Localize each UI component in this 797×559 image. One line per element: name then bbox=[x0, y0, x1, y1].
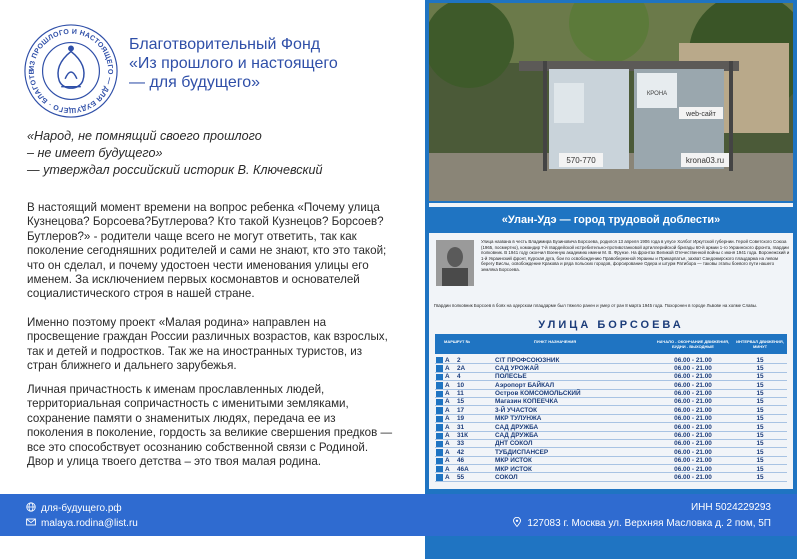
table-row bbox=[435, 440, 787, 448]
route-hours: 06.00 - 21.00 bbox=[674, 390, 712, 398]
route-hours: 06.00 - 21.00 bbox=[674, 465, 712, 473]
route-type: А bbox=[445, 381, 450, 389]
footer bbox=[0, 494, 797, 536]
quote-line-1: «Народ, не помнящий своего прошлого bbox=[27, 129, 262, 143]
route-interval: 15 bbox=[756, 364, 764, 372]
photo-sign-brand: КРОНА bbox=[646, 91, 668, 97]
route-table-header bbox=[435, 334, 787, 354]
bus-icon bbox=[436, 466, 443, 472]
route-interval: 15 bbox=[756, 373, 764, 381]
route-destination: МКР ТУЛУНЖА bbox=[495, 415, 542, 423]
header-destination: ПУНКТ НАЗНАЧЕНИЯ bbox=[533, 339, 577, 344]
bus-icon bbox=[436, 458, 443, 464]
route-type: А bbox=[445, 398, 450, 406]
route-hours: 06.00 - 21.00 bbox=[674, 473, 712, 481]
table-row bbox=[435, 390, 787, 398]
route-type: А bbox=[445, 423, 450, 431]
route-hours: 06.00 - 21.00 bbox=[674, 406, 712, 414]
epigraph-quote bbox=[27, 128, 387, 179]
route-interval: 15 bbox=[756, 390, 764, 398]
hero-biography: Улица названа в честь Владимира Бузиновича Борсоева, родился 13 апреля 1906 года в улусе Холбот Иркутской губернии. Герой Советского Союза (1965, посмертно), командир 7-й гвардейской истребительно-противотанковой артиллерийской бригады 60-й армии 1-го Украинского фронта, гвардии полковник. В 1941 году окончил Военную академию имени М. В. Фрунзе. На фронтах Великой Отечественной войны с июня 1941 года. Воронежский и 1-й Украинский фронт, Курская дуга, бои по освобождению Правобережной Украины и Прикарпатья, захват Сандомирского плацдарма на левом берегу Вислы, освобождение Кракова и ряда польских городов, форсирование Одера и штурм Ратибора — таковы этапы боевого пути нашего земляка Борсоева. bbox=[481, 239, 790, 272]
route-number: 42 bbox=[457, 448, 465, 456]
route-number: 10 bbox=[457, 381, 465, 389]
header-route: МАРШРУТ № bbox=[443, 339, 471, 344]
bus-icon bbox=[436, 424, 443, 430]
route-hours: 06.00 - 21.00 bbox=[674, 373, 712, 381]
route-table-body bbox=[435, 356, 787, 482]
route-hours: 06.00 - 21.00 bbox=[674, 457, 712, 465]
route-type: А bbox=[445, 473, 450, 481]
bus-icon bbox=[436, 407, 443, 413]
quote-line-3: — утверждал российский историк В. Ключевский bbox=[27, 163, 323, 177]
street-name: УЛИЦА БОРСОЕВА bbox=[538, 319, 684, 331]
photo-sign-web: web-сайт bbox=[686, 111, 716, 118]
route-destination: С\Т ПРОФСОЮЗНИК bbox=[495, 356, 560, 364]
table-row bbox=[435, 373, 787, 381]
route-type: А bbox=[445, 364, 450, 372]
route-type: А bbox=[445, 457, 450, 465]
hero-biography-tail: Гвардии полковник Борсоев в боях на одерском плацдарме был тяжело ранен и умер от ран 8 марта 1945 года. Похоронен в городе Львове на холме Славы. bbox=[434, 303, 758, 308]
route-hours: 06.00 - 21.00 bbox=[674, 440, 712, 448]
route-hours: 06.00 - 21.00 bbox=[674, 356, 712, 364]
route-interval: 15 bbox=[756, 356, 764, 364]
table-row bbox=[435, 415, 787, 423]
route-hours: 06.00 - 21.00 bbox=[674, 423, 712, 431]
route-destination: ТУБДИСПАНСЕР bbox=[495, 448, 549, 456]
route-destination: ПОЛЕСЬЕ bbox=[495, 373, 527, 381]
table-row bbox=[435, 473, 787, 481]
globe-icon bbox=[26, 502, 36, 512]
table-row bbox=[435, 465, 787, 473]
bus-stop-poster bbox=[425, 0, 797, 559]
bus-icon bbox=[436, 474, 443, 480]
fund-title-line-2: «Из прошлого и настоящего bbox=[129, 55, 338, 72]
table-row bbox=[435, 448, 787, 456]
route-type: А bbox=[445, 448, 450, 456]
hero-portrait bbox=[436, 240, 474, 286]
logo-ring-text: ИЗ ПРОШЛОГО И НАСТОЯЩЕГО — ДЛЯ БУДУЩЕГО · БЛАГОТВ bbox=[28, 28, 114, 114]
bus-icon bbox=[436, 357, 443, 363]
route-number: 19 bbox=[457, 415, 465, 423]
table-row bbox=[435, 356, 787, 364]
table-row bbox=[435, 364, 787, 372]
route-type: А bbox=[445, 390, 450, 398]
route-interval: 15 bbox=[756, 381, 764, 389]
route-destination: СОКОЛ bbox=[495, 473, 518, 481]
footer-site-link[interactable]: для-будущего.рф bbox=[41, 503, 122, 514]
route-interval: 15 bbox=[756, 457, 764, 465]
fund-title bbox=[129, 35, 399, 92]
header-interval: ИНТЕРВАЛ ДВИЖЕНИЯ, МИНУТ bbox=[736, 339, 784, 349]
route-type: А bbox=[445, 373, 450, 381]
route-hours: 06.00 - 21.00 bbox=[674, 381, 712, 389]
bus-icon bbox=[436, 374, 443, 380]
bus-stop-photo bbox=[429, 3, 793, 201]
route-type: А bbox=[445, 356, 450, 364]
route-destination: Магазин КОПЕЕЧКА bbox=[495, 398, 558, 406]
route-number: 46А bbox=[457, 465, 469, 473]
fund-title-line-1: Благотворительный Фонд bbox=[129, 36, 321, 53]
route-hours: 06.00 - 21.00 bbox=[674, 448, 712, 456]
street-info-card bbox=[429, 203, 793, 489]
table-row bbox=[435, 457, 787, 465]
route-destination: МКР ИСТОК bbox=[495, 457, 532, 465]
fund-logo bbox=[22, 22, 120, 120]
poster-banner: «Улан-Удэ — город трудовой доблести» bbox=[429, 207, 793, 233]
fund-logo-emblem bbox=[22, 22, 120, 120]
paragraph-homeland: Личная причастность к именам прославленных людей, территориальная сопричастность с именитыми земляками, сохранение памяти о знаменитых людях, передача ее из поколения в поколение, гордость за великие свершения предков — все это способствует осознанию собственной связи с Родиной. Двор и улица твоего детства – это твоя малая родина. bbox=[27, 383, 393, 469]
route-interval: 15 bbox=[756, 398, 764, 406]
route-destination: Аэропорт БАЙКАЛ bbox=[495, 381, 555, 389]
envelope-icon bbox=[26, 517, 36, 527]
route-number: 2А bbox=[457, 364, 466, 372]
footer-inn: ИНН 5024229293 bbox=[690, 502, 771, 513]
bus-icon bbox=[436, 416, 443, 422]
footer-address-text: 127083 г. Москва ул. Верхняя Масловка д. 2 пом, 5П bbox=[527, 518, 771, 529]
route-interval: 15 bbox=[756, 473, 764, 481]
route-destination: САД УРОЖАЙ bbox=[495, 364, 539, 372]
route-interval: 15 bbox=[756, 432, 764, 440]
route-number: 4 bbox=[457, 373, 461, 381]
location-pin-icon bbox=[512, 517, 522, 527]
route-interval: 15 bbox=[756, 423, 764, 431]
bus-icon bbox=[436, 449, 443, 455]
fund-title-line-3: — для будущего» bbox=[129, 74, 261, 91]
paragraph-intro: В настоящий момент времени на вопрос ребенка «Почему улица Кузнецова? Борсоева?Бутлерова? Кто такой Кузнецов? Борсоев? Бутлеров?» - родители чаще всего не могут ответить, так как поколение сегодняшних родителей и сами не знают, кто это такой; что он сделал, и почему удостоен чести именования улицы его именем. За исключением первых космонавтов и основателей социалистического строя в нашей стране. bbox=[27, 201, 387, 301]
table-row bbox=[435, 423, 787, 431]
bus-icon bbox=[436, 382, 443, 388]
route-type: А bbox=[445, 440, 450, 448]
route-number: 55 bbox=[457, 473, 465, 481]
paragraph-project: Именно поэтому проект «Малая родина» направлен на просвещение граждан России различных возрастов, как взрослых, так и детей и подростков. Так же на иностранных туристов, из стран ближнего и дальнего зарубежья. bbox=[27, 316, 388, 373]
route-hours: 06.00 - 21.00 bbox=[674, 398, 712, 406]
route-hours: 06.00 - 21.00 bbox=[674, 432, 712, 440]
route-number: 17 bbox=[457, 406, 465, 414]
bus-icon bbox=[436, 391, 443, 397]
header-hours: НАЧАЛО - ОКОНЧАНИЕ ДВИЖЕНИЯ, БУДНИ - ВЫХОДНЫЕ bbox=[656, 339, 730, 349]
footer-email-link[interactable]: malaya.rodina@list.ru bbox=[41, 518, 138, 529]
route-number: 31К bbox=[457, 432, 469, 440]
route-type: А bbox=[445, 406, 450, 414]
route-hours: 06.00 - 21.00 bbox=[674, 364, 712, 372]
route-hours: 06.00 - 21.00 bbox=[674, 415, 712, 423]
route-interval: 15 bbox=[756, 406, 764, 414]
bus-icon bbox=[436, 399, 443, 405]
table-row bbox=[435, 432, 787, 440]
route-interval: 15 bbox=[756, 440, 764, 448]
footer-site[interactable] bbox=[26, 502, 122, 515]
quote-line-2: – не имеет будущего» bbox=[27, 146, 163, 160]
route-interval: 15 bbox=[756, 448, 764, 456]
route-number: 15 bbox=[457, 398, 465, 406]
footer-email[interactable] bbox=[26, 517, 138, 530]
route-type: А bbox=[445, 432, 450, 440]
route-number: 2 bbox=[457, 356, 461, 364]
route-destination: ДНТ СОКОЛ bbox=[495, 440, 533, 448]
route-destination: МКР ИСТОК bbox=[495, 465, 532, 473]
route-destination: САД ДРУЖБА bbox=[495, 423, 539, 431]
bus-icon bbox=[436, 433, 443, 439]
route-interval: 15 bbox=[756, 465, 764, 473]
photo-sign-url: krona03.ru bbox=[685, 156, 725, 165]
route-number: 11 bbox=[457, 390, 464, 398]
route-type: А bbox=[445, 465, 450, 473]
table-row bbox=[435, 381, 787, 389]
route-destination: САД ДРУЖБА bbox=[495, 432, 539, 440]
route-destination: 3-Й УЧАСТОК bbox=[495, 406, 538, 414]
footer-address bbox=[512, 517, 771, 530]
bus-icon bbox=[436, 365, 443, 371]
route-destination: Остров КОМСОМОЛЬСКИЙ bbox=[495, 390, 581, 398]
photo-sign-phone: 570-770 bbox=[566, 156, 596, 165]
table-row bbox=[435, 406, 787, 414]
route-number: 46 bbox=[457, 457, 465, 465]
route-number: 31 bbox=[457, 423, 465, 431]
table-row bbox=[435, 398, 787, 406]
route-number: 33 bbox=[457, 440, 465, 448]
bus-icon bbox=[436, 441, 443, 447]
route-type: А bbox=[445, 415, 450, 423]
route-interval: 15 bbox=[756, 415, 764, 423]
